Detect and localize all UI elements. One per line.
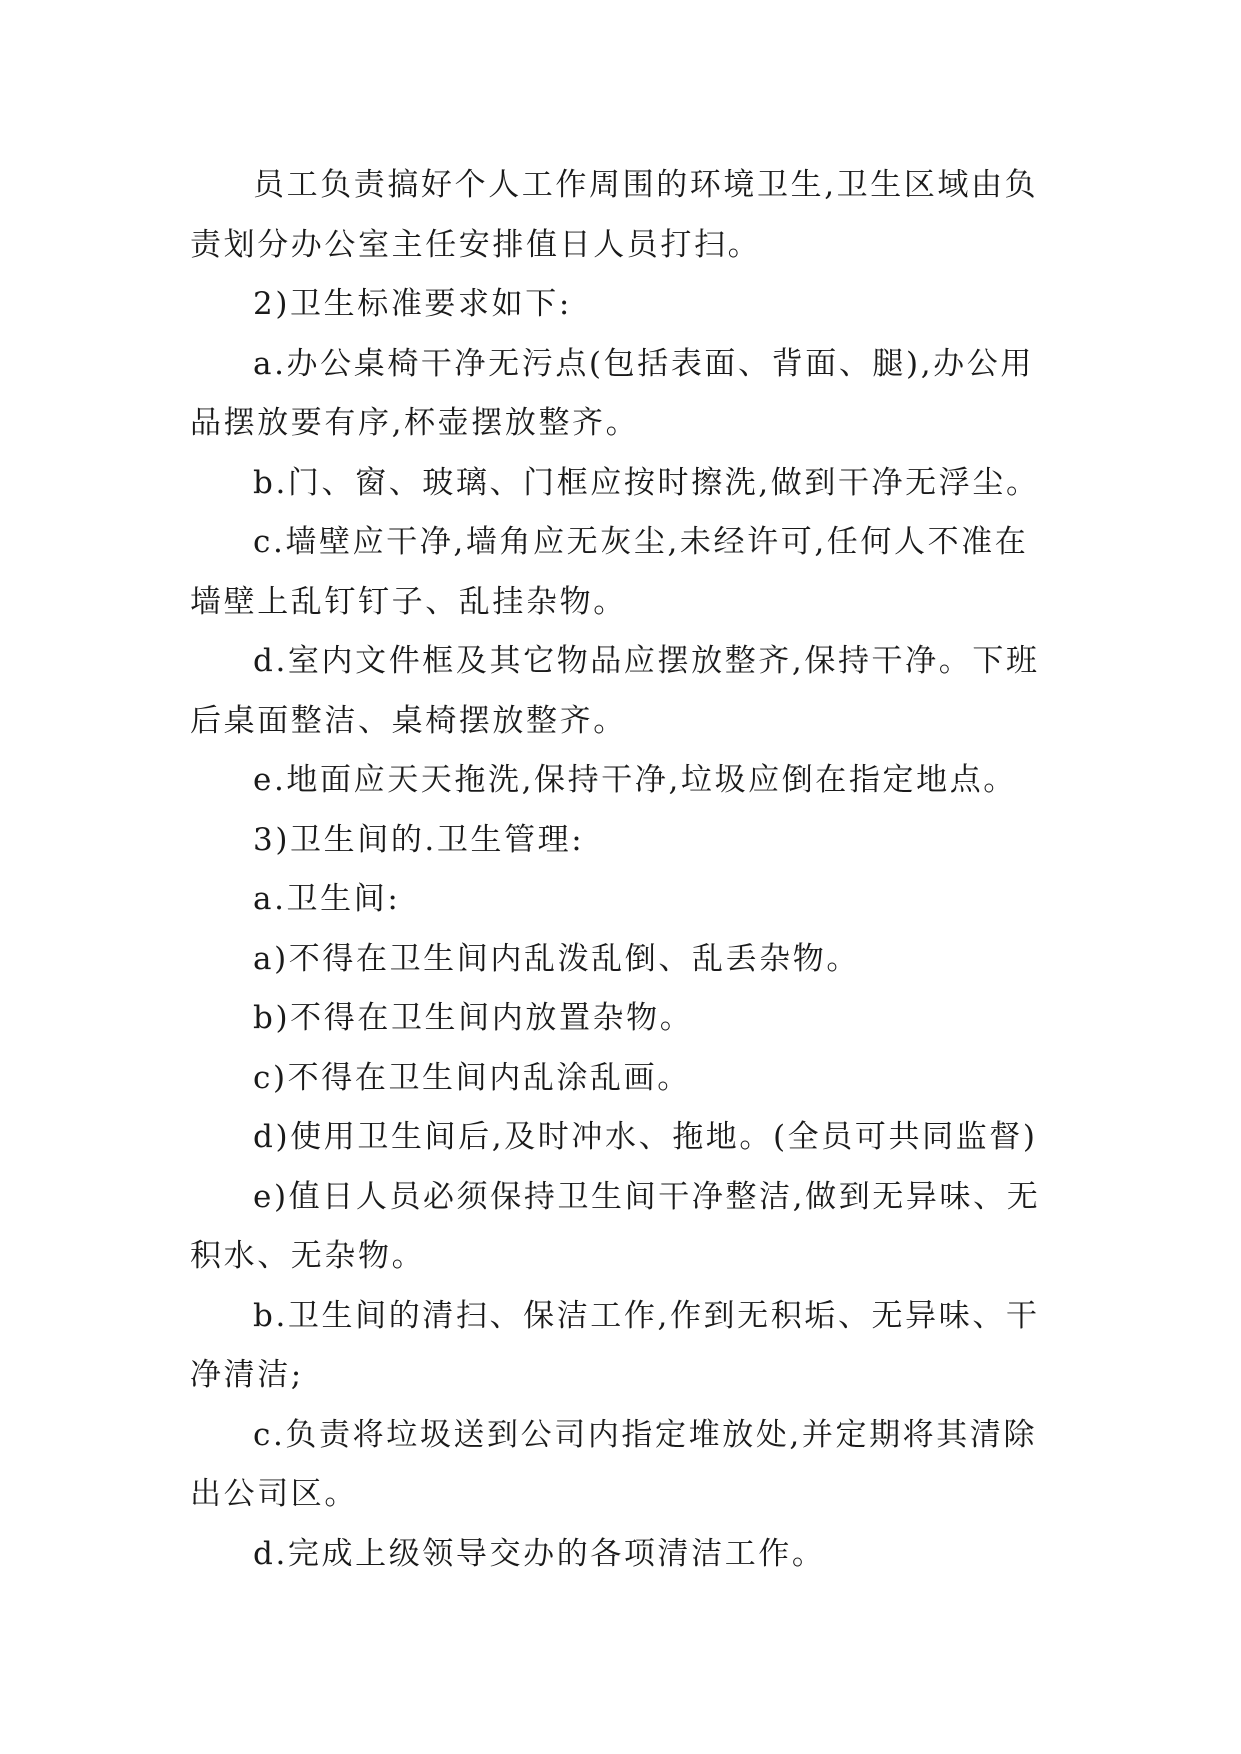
paragraph-line: d.完成上级领导交办的各项清洁工作。 — [253, 1535, 826, 1572]
paragraph-line: 品摆放要有序,杯壶摆放整齐。 — [190, 405, 640, 441]
paragraph-line: b.门、窗、玻璃、门框应按时擦洗,做到干净无浮尘。 — [253, 464, 1040, 501]
section-heading: 3)卫生间的.卫生管理: — [253, 821, 585, 858]
paragraph-line: d.室内文件框及其它物品应摆放整齐,保持干净。下班 — [253, 643, 1040, 679]
subsection-heading: a.卫生间: — [253, 881, 401, 917]
paragraph-line: 出公司区。 — [190, 1476, 358, 1512]
document-body — [190, 156, 1050, 1584]
paragraph-line: c.墙壁应干净,墙角应无灰尘,未经许可,任何人不准在 — [253, 524, 1029, 560]
paragraph-line: c.负责将垃圾送到公司内指定堆放处,并定期将其清除 — [253, 1416, 1038, 1453]
list-item: b)不得在卫生间内放置杂物。 — [253, 1000, 694, 1036]
paragraph-line: 净清洁; — [190, 1357, 304, 1393]
paragraph-line: 责划分办公室主任安排值日人员打扫。 — [190, 226, 762, 263]
paragraph-line: 后桌面整洁、桌椅摆放整齐。 — [190, 702, 627, 739]
list-item: d)使用卫生间后,及时冲水、拖地。(全员可共同监督) — [253, 1119, 1038, 1155]
list-item: 积水、无杂物。 — [190, 1238, 426, 1274]
section-heading: 2)卫生标准要求如下: — [253, 286, 572, 322]
paragraph-line: 墙壁上乱钉钉子、乱挂杂物。 — [190, 583, 627, 620]
paragraph-line: 员工负责搞好个人工作周围的环境卫生,卫生区域由负 — [253, 167, 1039, 203]
paragraph-line: b.卫生间的清扫、保洁工作,作到无积垢、无异味、干 — [253, 1297, 1040, 1334]
paragraph-line: e.地面应天天拖洗,保持干净,垃圾应倒在指定地点。 — [253, 762, 1017, 798]
paragraph-line: a.办公桌椅干净无污点(包括表面、背面、腿),办公用 — [253, 345, 1034, 382]
list-item: c)不得在卫生间内乱涂乱画。 — [253, 1059, 691, 1096]
list-item: e)值日人员必须保持卫生间干净整洁,做到无异味、无 — [253, 1178, 1041, 1215]
list-item: a)不得在卫生间内乱泼乱倒、乱丢杂物。 — [253, 940, 860, 977]
